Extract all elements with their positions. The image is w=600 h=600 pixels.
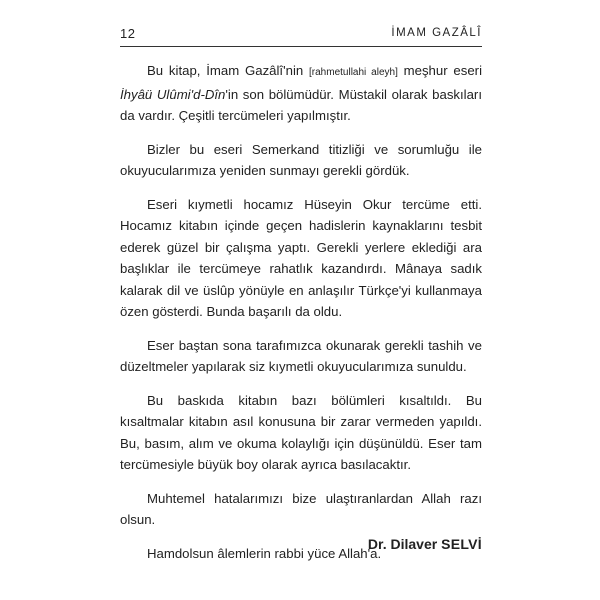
page-header [120, 24, 482, 44]
page-number: 12 [120, 26, 136, 41]
page-body [120, 60, 482, 564]
paragraph-5: Bu baskıda kitabın bazı bölümleri kısaltıldı. Bu kısaltmalar kitabın asıl konusuna bir zarar vermeden yapıldı. Bu, basım, alım ve okuma kolaylığı için düşünüldü. Eser tam tercümesiyle büyük boy olarak ayrıca basılacaktır. [120, 392, 482, 472]
paragraph-6: Muhtemel hatalarımızı bize ulaştıranlardan Allah razı olsun. [120, 490, 482, 527]
paragraph-4: Eser baştan sona tarafımızca okunarak gerekli tashih ve düzeltmeler yapılarak siz kıymetli okuyucularımıza sunuldu. [120, 337, 482, 374]
book-title: İhyâü Ulûmi'd-Dîn [120, 86, 226, 102]
paragraph-1 [120, 60, 482, 127]
honorific: [rahmetullahi aleyh] [309, 67, 398, 78]
header-divider [120, 46, 482, 47]
paragraph-7: Hamdolsun âlemlerin rabbi yüce Allah'a. [147, 545, 382, 561]
signature-given-name: Dr. Dilaver [367, 536, 438, 552]
paragraph-1-part-a: Bu kitap, İmam Gazâlî'nin [147, 63, 310, 78]
paragraph-1-part-b: meşhur eseri [397, 63, 482, 78]
paragraph-3: Eseri kıymetli hocamız Hüseyin Okur tercüme etti. Hocamız kitabın içinde geçen hadislerin kaynaklarını tesbit ederek güzel bir çalışma yaptı. Gerekli yerlere eklediği ara başlıklar ile tercümeye rahatlık kazandırdı. Mânaya sadık kalarak dil ve üslûp yönüyle en anlaşılır Türkçe'yi kullanmaya özen gösterdi. Bunda başarılı da oldu. [120, 196, 482, 319]
paragraph-2: Bizler bu eseri Semerkand titizliği ve sorumluğu ile okuyucularımıza yeniden sunmayı gerekli gördük. [120, 141, 482, 178]
signature-surname: SELVİ [441, 536, 482, 552]
running-head: İMAM GAZÂLÎ [391, 27, 482, 39]
author-signature [368, 536, 482, 552]
paragraph-1-part-c: 'in son bölümüdür. Müstakil olarak baskıları da vardır. Çeşitli tercümeleri yapılmıştır. [120, 86, 482, 123]
